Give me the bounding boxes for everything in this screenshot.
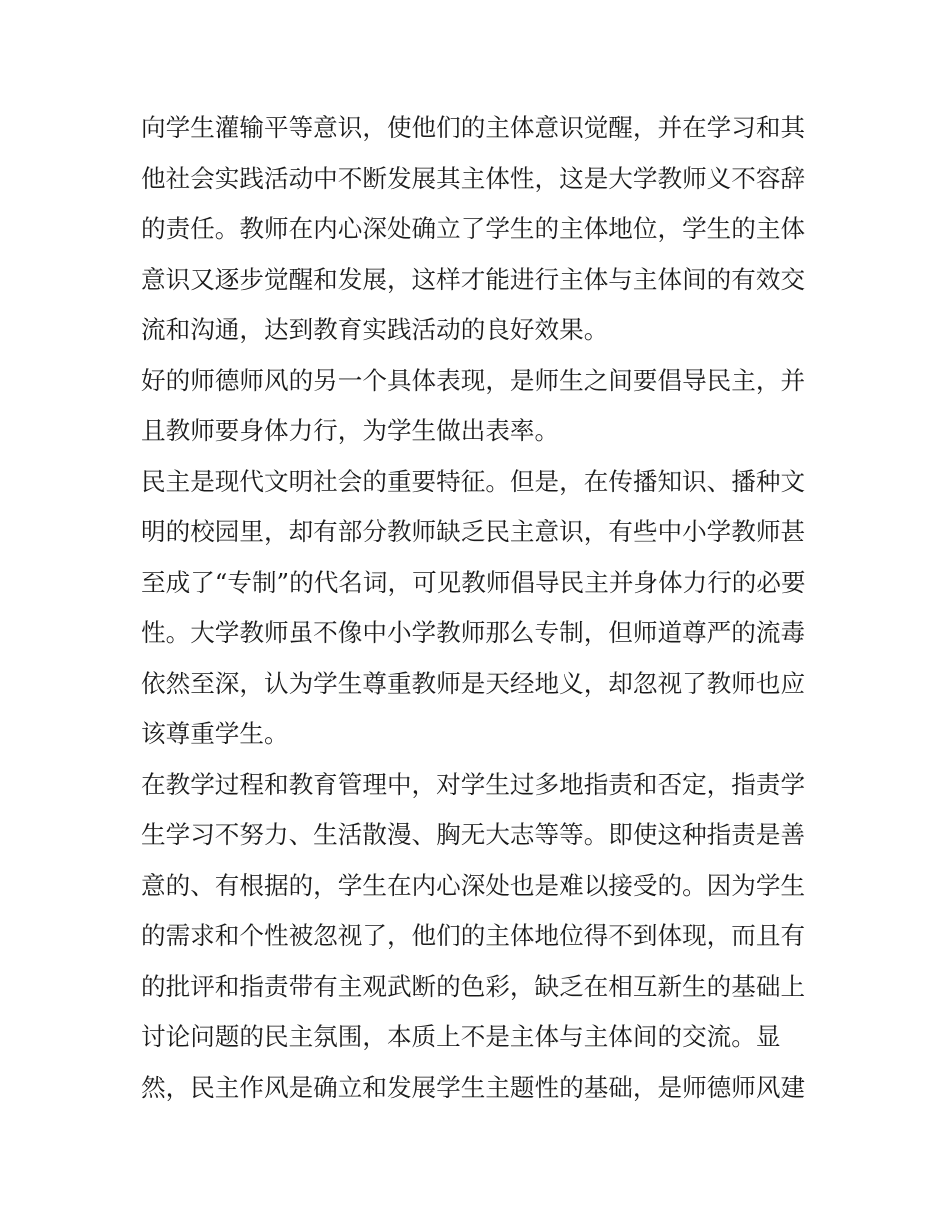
text-line: 意识又逐步觉醒和发展，这样才能进行主体与主体间的有效交 [141,264,806,294]
text-line: 至成了“专制”的代名词，可见教师倡导民主并身体力行的必要 [141,567,806,597]
text-line: 他社会实践活动中不断发展其主体性，这是大学教师义不容辞 [141,163,806,193]
text-line: 依然至深，认为学生尊重教师是天经地义，却忽视了教师也应 [141,668,806,698]
text-line: 民主是现代文明社会的重要特征。但是，在传播知识、播种文 [141,466,806,496]
text-line: 的责任。教师在内心深处确立了学生的主体地位，学生的主体 [141,214,806,243]
text-line: 然，民主作风是确立和发展学生主题性的基础，是师德师风建 [141,1072,806,1102]
text-line: 明的校园里，却有部分教师缺乏民主意识，有些中小学教师甚 [141,517,806,546]
text-line: 生学习不努力、生活散漫、胸无大志等等。即使这种指责是善 [141,820,806,849]
text-line: 该尊重学生。 [141,719,289,748]
document-body [141,103,813,1113]
text-line: 意的、有根据的，学生在内心深处也是难以接受的。因为学生 [141,870,806,900]
text-line: 讨论问题的民主氛围，本质上不是主体与主体间的交流。显 [141,1022,781,1051]
text-line: 流和沟通，达到教育实践活动的良好效果。 [141,315,609,344]
text-line: 在教学过程和教育管理中，对学生过多地指责和否定，指责学 [141,769,806,799]
text-line: 且教师要身体力行，为学生做出表率。 [141,416,560,445]
text-line: 的需求和个性被忽视了，他们的主体地位得不到体现，而且有 [141,921,806,950]
text-line: 好的师德师风的另一个具体表现，是师生之间要倡导民主，并 [141,365,806,395]
text-line: 性。大学教师虽不像中小学教师那么专制，但师道尊严的流毒 [141,618,806,647]
text-line: 向学生灌输平等意识，使他们的主体意识觉醒，并在学习和其 [141,113,806,142]
text-line: 的批评和指责带有主观武断的色彩，缺乏在相互新生的基础上 [141,971,806,1001]
